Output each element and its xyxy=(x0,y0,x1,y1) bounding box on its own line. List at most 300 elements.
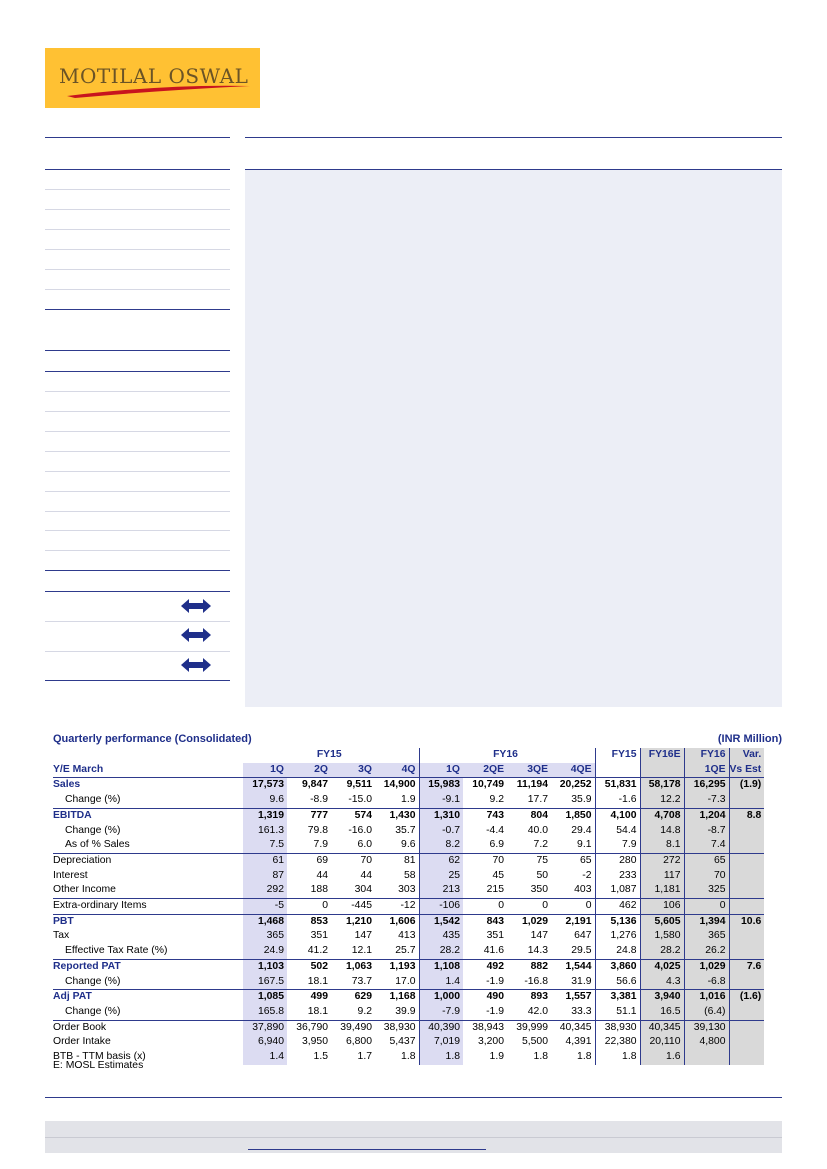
table-cell xyxy=(729,824,764,839)
column-header: 4QE xyxy=(551,763,595,778)
year-group-fy15-annual: FY15 xyxy=(595,748,640,763)
blank-cell xyxy=(53,748,243,763)
table-cell: 1,544 xyxy=(551,959,595,974)
table-cell: 147 xyxy=(530,930,548,942)
table-cell: 58,178 xyxy=(640,778,684,793)
year-group-fy16-est: FY16 xyxy=(684,748,729,763)
table-cell: 38,930 xyxy=(375,1020,419,1035)
table-cell: 629 xyxy=(331,990,375,1005)
table-cell: 87 xyxy=(243,869,287,884)
table-cell: 14,900 xyxy=(375,778,419,793)
table-cell: 647 xyxy=(551,929,595,944)
table-cell: 7.9 xyxy=(595,838,640,853)
table-cell: 7.4 xyxy=(684,838,729,853)
table-cell: 39,490 xyxy=(331,1020,375,1035)
row-label: Change (%) xyxy=(65,794,121,806)
table-row xyxy=(53,838,764,853)
table-cell xyxy=(729,793,764,808)
table-cell xyxy=(729,944,764,959)
table-cell: -16.8 xyxy=(524,975,548,987)
table-cell: 12.1 xyxy=(351,945,372,957)
table-cell: 777 xyxy=(287,808,331,823)
table-cell: 1,029 xyxy=(684,959,729,974)
table-cell: 1.9 xyxy=(489,1051,504,1063)
table-cell: 44 xyxy=(316,869,328,881)
table-cell: 51,831 xyxy=(595,778,640,793)
row-label: Other Income xyxy=(53,884,116,896)
table-cell: 435 xyxy=(419,929,463,944)
table-cell: 9,511 xyxy=(346,779,372,791)
table-cell: 73.7 xyxy=(351,975,372,987)
row-label: Order Intake xyxy=(53,1036,111,1048)
table-cell: -9.1 xyxy=(419,793,463,808)
table-cell: 853 xyxy=(287,914,331,929)
table-cell: 1,108 xyxy=(419,959,463,974)
table-cell: -2 xyxy=(551,869,595,884)
quarterly-performance-table xyxy=(53,748,764,1065)
table-cell: 7.9 xyxy=(313,839,328,851)
logo-word-first: MOTILAL xyxy=(59,64,162,88)
table-cell: 51.1 xyxy=(595,1005,640,1020)
table-cell: 5,437 xyxy=(375,1035,419,1050)
table-cell: 25 xyxy=(419,869,463,884)
table-row xyxy=(53,1035,764,1050)
table-cell: 28.2 xyxy=(640,944,684,959)
table-cell: 1,468 xyxy=(243,914,287,929)
table-cell: 1.7 xyxy=(357,1051,372,1063)
table-cell: 502 xyxy=(287,959,331,974)
table-cell: 37,890 xyxy=(243,1020,287,1035)
table-cell: -7.3 xyxy=(684,793,729,808)
row-label: Reported PAT xyxy=(53,959,243,974)
year-group-var: Var. xyxy=(729,748,764,763)
table-cell: 12.2 xyxy=(640,793,684,808)
table-cell xyxy=(729,1005,764,1020)
row-label: PBT xyxy=(53,914,243,929)
table-cell: 303 xyxy=(375,883,419,898)
table-cell: 17.0 xyxy=(375,975,419,990)
table-cell: 492 xyxy=(463,959,507,974)
table-cell: 1,087 xyxy=(595,883,640,898)
table-cell: 2,191 xyxy=(551,914,595,929)
table-cell xyxy=(729,975,764,990)
table-cell: 304 xyxy=(354,884,372,896)
column-header: Vs Est xyxy=(729,763,764,778)
table-cell: 1,276 xyxy=(595,929,640,944)
table-cell: 16,295 xyxy=(684,778,729,793)
table-cell: 79.8 xyxy=(307,824,328,836)
table-cell: (1.9) xyxy=(729,778,764,793)
table-cell: 61 xyxy=(243,853,287,868)
table-cell: 24.9 xyxy=(243,944,287,959)
table-cell: 4,025 xyxy=(640,959,684,974)
table-cell: 1,063 xyxy=(331,959,375,974)
table-cell: (6.4) xyxy=(684,1005,729,1020)
table-cell: 81 xyxy=(375,853,419,868)
table-cell: 1,029 xyxy=(507,914,551,929)
table-cell: 4,708 xyxy=(640,808,684,823)
table-cell: 50 xyxy=(536,869,548,881)
table-cell: 4,100 xyxy=(595,808,640,823)
year-group-fy16e: FY16E xyxy=(640,748,684,763)
table-cell: -445 xyxy=(331,899,375,915)
table-cell: 4,800 xyxy=(684,1035,729,1050)
column-header-row xyxy=(53,763,764,778)
table-cell: 9.2 xyxy=(489,794,504,806)
table-cell: 6,800 xyxy=(345,1036,372,1048)
table-cell xyxy=(729,853,764,868)
table-cell: 38,943 xyxy=(463,1020,507,1035)
table-cell: 1,430 xyxy=(375,808,419,823)
table-cell: 1,580 xyxy=(640,929,684,944)
table-cell: 65 xyxy=(551,853,595,868)
table-cell xyxy=(729,883,764,898)
table-cell: 18.1 xyxy=(307,1005,328,1017)
table-cell: 413 xyxy=(375,929,419,944)
table-cell: 39,999 xyxy=(507,1020,551,1035)
table-cell: 39.9 xyxy=(375,1005,419,1020)
table-cell: 10,749 xyxy=(472,779,504,791)
row-label: EBITDA xyxy=(53,808,243,823)
table-cell: 351 xyxy=(486,930,504,942)
table-cell: 165.8 xyxy=(243,1005,287,1020)
table-cell: 1,000 xyxy=(419,990,463,1005)
row-label: Change (%) xyxy=(65,975,121,987)
table-cell: 29.4 xyxy=(551,824,595,839)
table-cell: -4.4 xyxy=(486,824,504,836)
table-cell: -5 xyxy=(243,899,287,915)
table-cell: 5,605 xyxy=(640,914,684,929)
footer-rule xyxy=(45,1097,782,1098)
table-cell: 9,847 xyxy=(301,779,328,791)
table-cell xyxy=(729,929,764,944)
table-cell: 16.5 xyxy=(640,1005,684,1020)
table-cell: 42.0 xyxy=(527,1005,548,1017)
table-cell: -16.0 xyxy=(348,824,372,836)
table-cell: 0 xyxy=(463,899,507,915)
table-cell: 3,860 xyxy=(595,959,640,974)
table-cell: 45 xyxy=(492,869,504,881)
table-cell: 1,103 xyxy=(243,959,287,974)
table-cell: 1,193 xyxy=(375,959,419,974)
table-cell: 11,194 xyxy=(516,779,548,791)
table-row xyxy=(53,1020,764,1035)
table-cell: 8.1 xyxy=(640,838,684,853)
table-cell: 25.7 xyxy=(375,944,419,959)
table-cell: 40,345 xyxy=(640,1020,684,1035)
table-cell: -6.8 xyxy=(684,975,729,990)
table-cell: 117 xyxy=(640,869,684,884)
table-cell: 365 xyxy=(243,929,287,944)
table-cell: -8.7 xyxy=(684,824,729,839)
table-row xyxy=(53,824,764,839)
table-cell: 1.5 xyxy=(313,1051,328,1063)
table-cell: 325 xyxy=(684,883,729,898)
summary-panel xyxy=(245,170,782,707)
left-header-rule xyxy=(45,137,230,138)
table-cell: 6,940 xyxy=(243,1035,287,1050)
table-cell: 31.9 xyxy=(551,975,595,990)
row-label: Sales xyxy=(53,779,81,791)
table-cell: -15.0 xyxy=(348,794,372,806)
table-cell: 882 xyxy=(507,959,551,974)
table-cell xyxy=(729,838,764,853)
table-cell: 40,390 xyxy=(419,1020,463,1035)
table-cell: 1,168 xyxy=(375,990,419,1005)
table-cell: 1.8 xyxy=(419,1050,463,1065)
table-row xyxy=(53,869,764,884)
table-cell: 351 xyxy=(310,930,328,942)
table-cell: 292 xyxy=(243,883,287,898)
table-cell: 40.0 xyxy=(527,824,548,836)
table-cell: 7.2 xyxy=(533,839,548,851)
table-cell: 69 xyxy=(287,853,331,868)
column-header: 2QE xyxy=(463,763,507,778)
column-header: 1Q xyxy=(243,763,287,778)
table-cell: 40,345 xyxy=(551,1020,595,1035)
table-cell: 167.5 xyxy=(243,975,287,990)
table-cell: 3,940 xyxy=(640,990,684,1005)
table-cell: 0 xyxy=(287,899,331,915)
table-cell: 1,542 xyxy=(419,914,463,929)
row-label: Change (%) xyxy=(65,1005,121,1017)
table-cell: 213 xyxy=(419,883,463,898)
table-cell: 17,573 xyxy=(243,778,287,793)
left-section-rule xyxy=(45,169,230,170)
table-cell: 56.6 xyxy=(595,975,640,990)
column-header: 1QE xyxy=(684,763,729,778)
table-cell: 15,983 xyxy=(419,778,463,793)
year-group-fy16: FY16 xyxy=(419,748,595,763)
table-cell: 1,850 xyxy=(551,808,595,823)
row-label: As of % Sales xyxy=(65,839,130,851)
table-cell: 39,130 xyxy=(684,1020,729,1035)
table-cell xyxy=(684,1050,729,1065)
table-row xyxy=(53,899,764,915)
table-cell: 1.8 xyxy=(595,1050,640,1065)
table-cell: 462 xyxy=(595,899,640,915)
table-cell: 44 xyxy=(360,869,372,881)
table-cell: 70 xyxy=(463,853,507,868)
table-cell: 280 xyxy=(595,853,640,868)
table-cell: (1.6) xyxy=(729,990,764,1005)
column-header xyxy=(640,763,684,778)
table-row xyxy=(53,929,764,944)
table-cell: 29.5 xyxy=(551,944,595,959)
column-header: 3Q xyxy=(331,763,375,778)
table-cell: 14.3 xyxy=(527,945,548,957)
table-cell: 5,500 xyxy=(521,1036,548,1048)
row-header-label: Y/E March xyxy=(53,763,243,778)
table-row xyxy=(53,975,764,990)
row-label: Depreciation xyxy=(53,853,243,868)
column-header: 2Q xyxy=(287,763,331,778)
neutral-arrow-icon xyxy=(181,599,211,613)
year-group-row xyxy=(53,748,764,763)
table-cell: 106 xyxy=(640,899,684,915)
table-cell: 1.4 xyxy=(419,975,463,990)
table-cell: 36,790 xyxy=(287,1020,331,1035)
table-cell: 17.7 xyxy=(527,794,548,806)
table-cell: 1,394 xyxy=(684,914,729,929)
row-label: Extra-ordinary Items xyxy=(53,899,243,915)
row-label: Interest xyxy=(53,869,88,881)
table-cell: 1,210 xyxy=(331,914,375,929)
table-cell: 350 xyxy=(530,884,548,896)
table-row xyxy=(53,959,764,974)
row-label: Tax xyxy=(53,930,70,942)
table-cell: 215 xyxy=(486,884,504,896)
table-row xyxy=(53,793,764,808)
table-cell: 20,252 xyxy=(551,778,595,793)
table-cell: 5,136 xyxy=(595,914,640,929)
table-cell: 24.8 xyxy=(595,944,640,959)
table-cell: 10.6 xyxy=(729,914,764,929)
table-cell: 8.2 xyxy=(419,838,463,853)
table-title: Quarterly performance (Consolidated) xyxy=(53,733,252,745)
table-cell: 743 xyxy=(463,808,507,823)
table-cell: 35.7 xyxy=(375,824,419,839)
footer-link[interactable] xyxy=(248,1149,486,1150)
table-cell: 365 xyxy=(684,929,729,944)
table-cell: 1,310 xyxy=(419,808,463,823)
table-cell: 188 xyxy=(310,884,328,896)
table-cell: 70 xyxy=(684,869,729,884)
table-cell: 3,381 xyxy=(595,990,640,1005)
table-cell xyxy=(729,1035,764,1050)
table-cell: 58 xyxy=(375,869,419,884)
row-label: Effective Tax Rate (%) xyxy=(65,945,168,957)
table-cell: 75 xyxy=(507,853,551,868)
table-cell: 1,606 xyxy=(375,914,419,929)
table-cell: -106 xyxy=(419,899,463,915)
table-cell: -1.6 xyxy=(595,793,640,808)
row-label: BTB - TTM basis (x) xyxy=(53,1051,146,1063)
neutral-arrow-icon xyxy=(181,658,211,672)
table-row xyxy=(53,990,764,1005)
year-group-fy15: FY15 xyxy=(243,748,419,763)
table-cell: 0 xyxy=(551,899,595,915)
table-cell: 7,019 xyxy=(419,1035,463,1050)
table-cell: 9.6 xyxy=(243,793,287,808)
table-cell: 7.5 xyxy=(243,838,287,853)
table-cell: 1.8 xyxy=(375,1050,419,1065)
table-row xyxy=(53,808,764,823)
logo-wordmark xyxy=(59,64,248,88)
table-cell: 499 xyxy=(287,990,331,1005)
table-cell: 233 xyxy=(595,869,640,884)
table-cell xyxy=(729,1020,764,1035)
table-row xyxy=(53,914,764,929)
table-cell: 9.1 xyxy=(551,838,595,853)
table-cell: 20,110 xyxy=(640,1035,684,1050)
table-cell: 33.3 xyxy=(551,1005,595,1020)
table-cell: 70 xyxy=(331,853,375,868)
table-cell: 41.6 xyxy=(483,945,504,957)
row-label: Change (%) xyxy=(65,824,121,836)
table-cell: 14.8 xyxy=(640,824,684,839)
table-cell: 8.8 xyxy=(729,808,764,823)
estimates-note: E: MOSL Estimates xyxy=(53,1060,144,1071)
table-cell: 26.2 xyxy=(684,944,729,959)
table-cell: -1.9 xyxy=(486,1005,504,1017)
table-row xyxy=(53,883,764,898)
table-row xyxy=(53,944,764,959)
table-cell: 843 xyxy=(463,914,507,929)
table-cell: 0 xyxy=(684,899,729,915)
table-cell: 1.6 xyxy=(640,1050,684,1065)
table-cell: -7.9 xyxy=(419,1005,463,1020)
table-cell: 804 xyxy=(507,808,551,823)
right-header-rule xyxy=(245,137,782,138)
table-cell: 41.2 xyxy=(307,945,328,957)
table-cell: 1.8 xyxy=(551,1050,595,1065)
table-cell: 3,950 xyxy=(301,1036,328,1048)
column-header: 1Q xyxy=(419,763,463,778)
table-row xyxy=(53,778,764,793)
table-cell: 161.3 xyxy=(243,824,287,839)
table-cell: 1,557 xyxy=(551,990,595,1005)
table-cell: 1,319 xyxy=(243,808,287,823)
table-cell: 403 xyxy=(551,883,595,898)
neutral-arrow-icon xyxy=(181,628,211,642)
table-cell: -12 xyxy=(375,899,419,915)
table-cell: 1,016 xyxy=(684,990,729,1005)
table-cell: 147 xyxy=(354,930,372,942)
table-cell: 574 xyxy=(331,808,375,823)
table-cell: 7.6 xyxy=(729,959,764,974)
table-cell: 18.1 xyxy=(307,975,328,987)
company-logo xyxy=(45,48,260,108)
table-cell: 1,204 xyxy=(684,808,729,823)
table-cell: 9.6 xyxy=(375,838,419,853)
table-cell: 4,391 xyxy=(551,1035,595,1050)
table-cell: -1.9 xyxy=(486,975,504,987)
logo-word-second: OSWAL xyxy=(168,64,249,88)
table-cell: 0 xyxy=(507,899,551,915)
table-cell: -8.9 xyxy=(310,794,328,806)
column-header: 3QE xyxy=(507,763,551,778)
table-cell: 38,930 xyxy=(595,1020,640,1035)
table-cell: 1.8 xyxy=(533,1051,548,1063)
table-cell xyxy=(729,899,764,915)
table-unit: (INR Million) xyxy=(717,733,782,745)
table-row xyxy=(53,853,764,868)
table-cell: 35.9 xyxy=(551,793,595,808)
table-cell: 65 xyxy=(684,853,729,868)
row-label: Adj PAT xyxy=(53,990,243,1005)
table-row xyxy=(53,1050,764,1065)
row-label: Order Book xyxy=(53,1020,243,1035)
table-cell: -0.7 xyxy=(419,824,463,839)
table-cell: 1.4 xyxy=(243,1050,287,1065)
table-cell: 4.3 xyxy=(640,975,684,990)
table-cell: 1,085 xyxy=(243,990,287,1005)
table-cell: 3,200 xyxy=(477,1036,504,1048)
table-cell: 22,380 xyxy=(595,1035,640,1050)
table-cell xyxy=(729,869,764,884)
table-cell: 54.4 xyxy=(595,824,640,839)
table-cell: 1,181 xyxy=(640,883,684,898)
table-cell: 490 xyxy=(463,990,507,1005)
table-cell: 62 xyxy=(419,853,463,868)
table-cell: 6.0 xyxy=(357,839,372,851)
table-cell: 28.2 xyxy=(419,944,463,959)
column-header xyxy=(595,763,640,778)
table-cell: 893 xyxy=(507,990,551,1005)
table-row xyxy=(53,1005,764,1020)
table-cell: 6.9 xyxy=(489,839,504,851)
